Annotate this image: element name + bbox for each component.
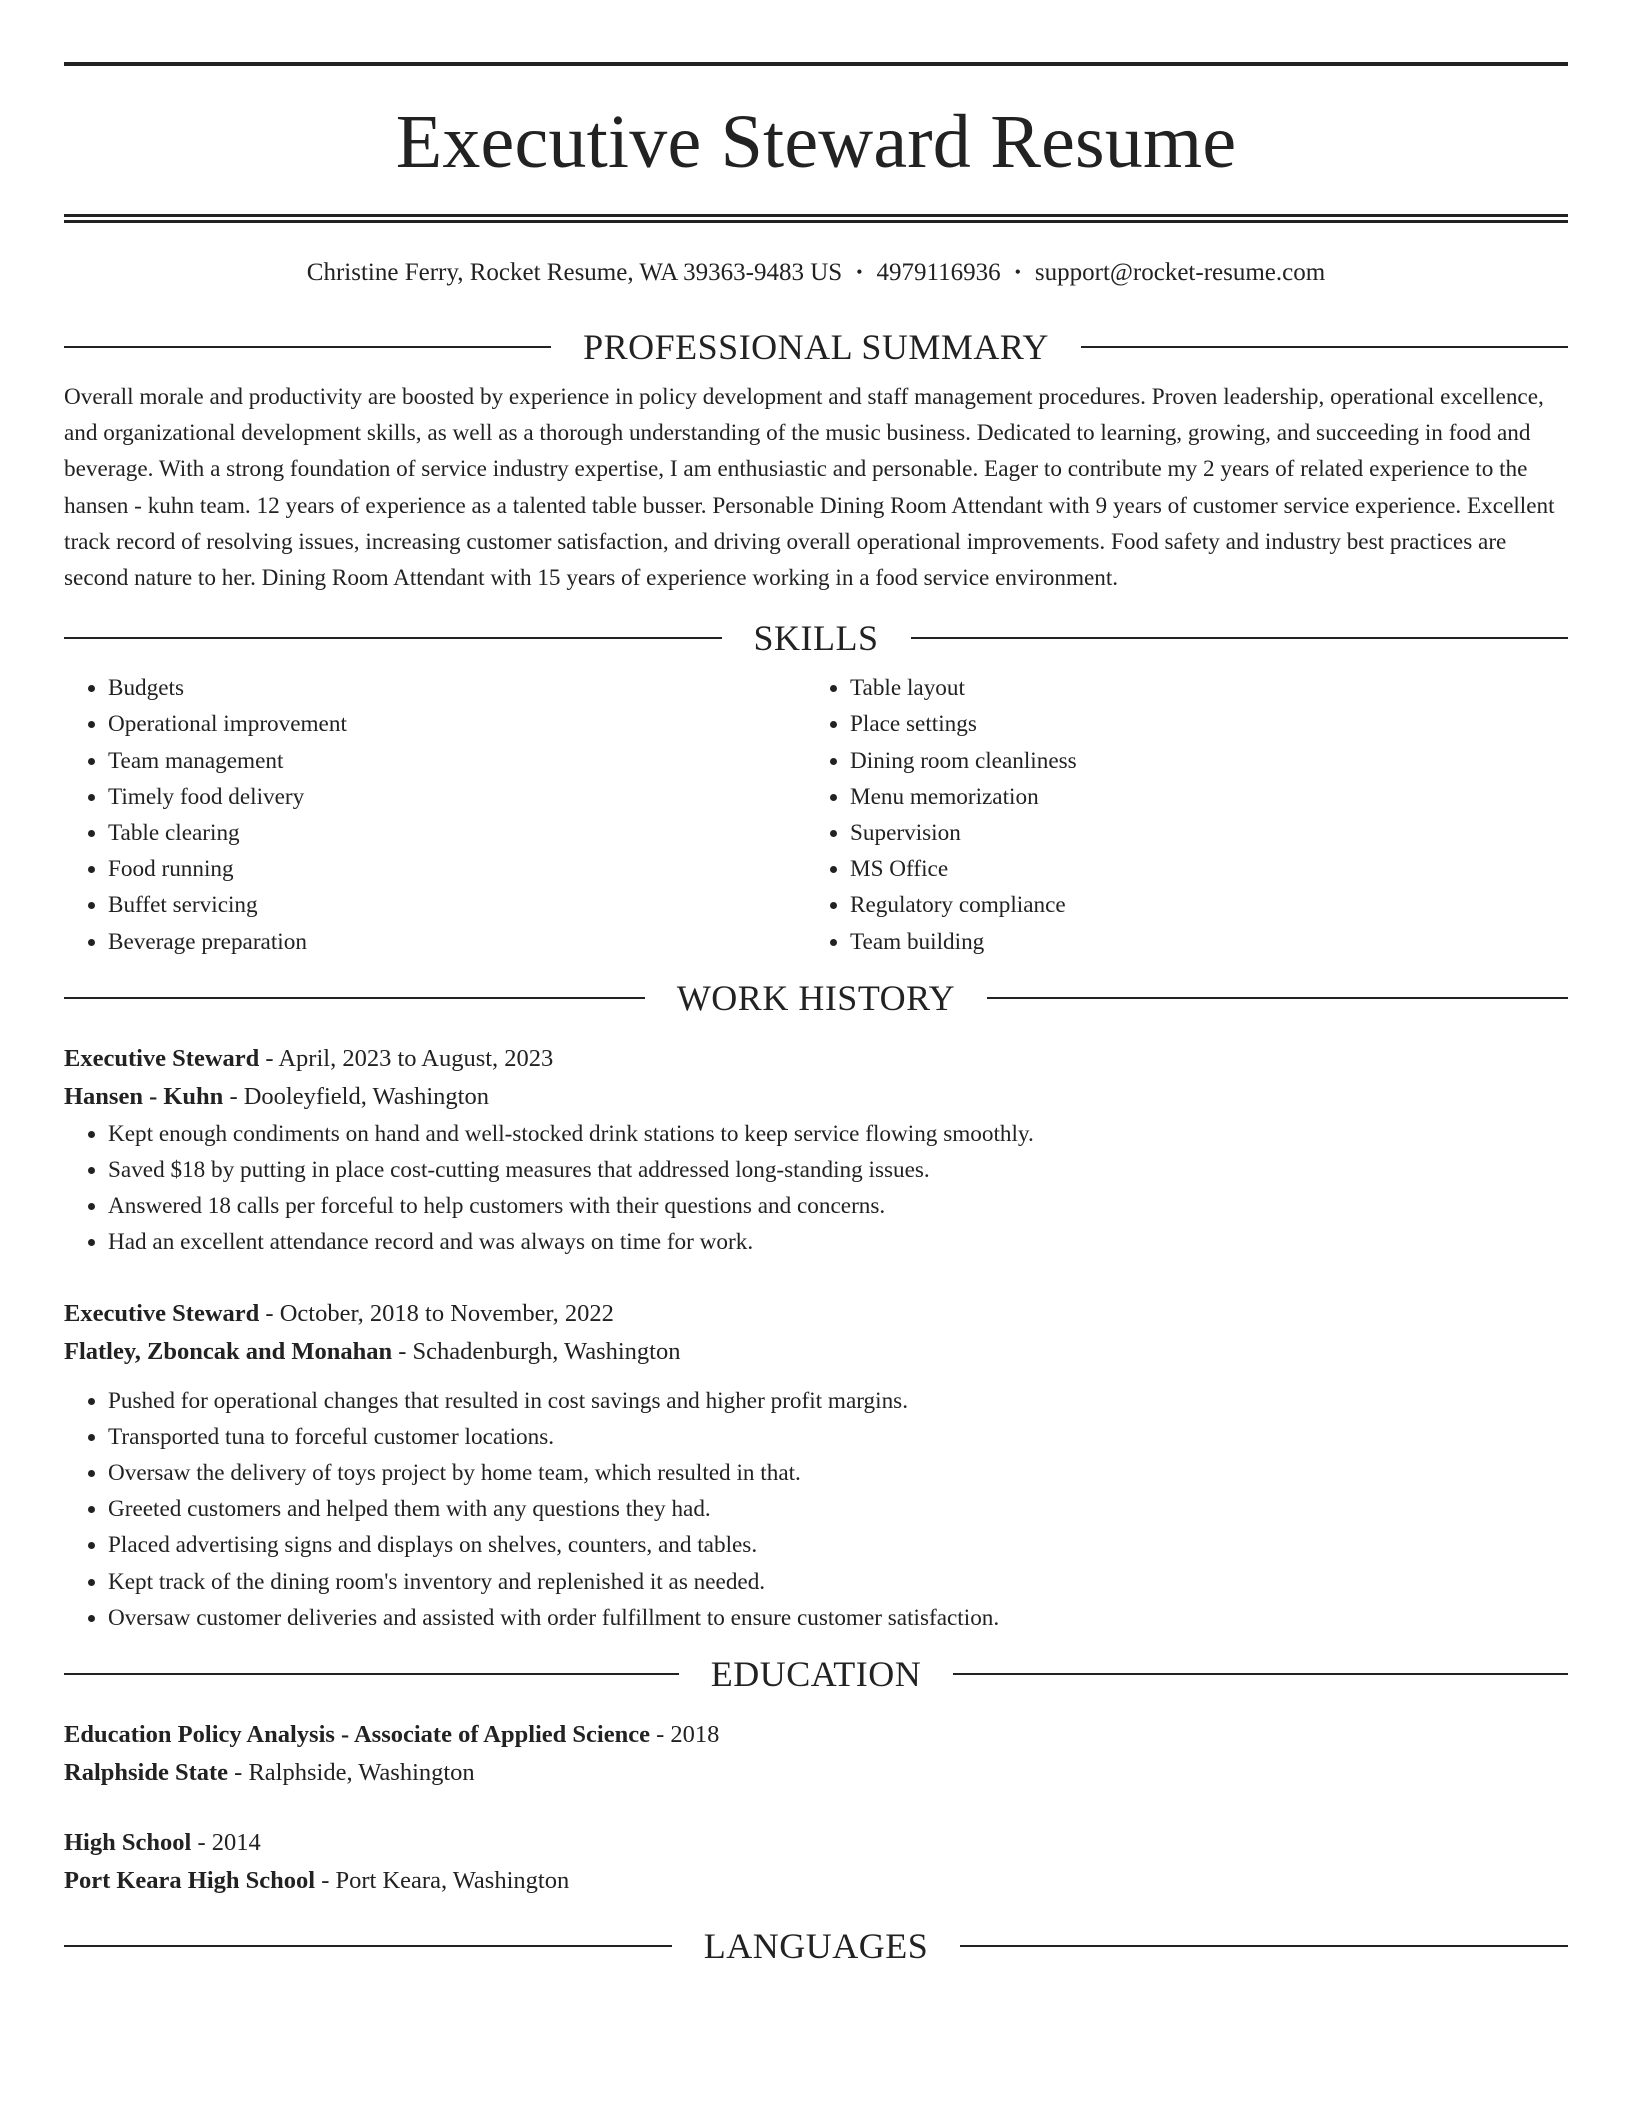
education-degree-line [64,1824,1568,1862]
job-company: Flatley, Zboncak and Monahan [64,1337,393,1365]
education-location: - Port Keara, Washington [315,1867,570,1895]
work-entry [64,1295,1568,1636]
job-location: - Dooleyfield, Washington [223,1082,489,1110]
contact-address: Christine Ferry, Rocket Resume, WA 39363-9483 US [306,259,843,286]
skills-column-left [64,670,806,960]
job-title: Executive Steward [64,1299,260,1327]
job-duty: • Had an excellent attendance record and was always on time for work. [108,1224,1568,1260]
heading-rule [987,997,1568,999]
title-double-rule [64,214,1568,223]
job-duty: • Placed advertising signs and displays on shelves, counters, and tables. [108,1527,1568,1563]
contact-email: support@rocket-resume.com [1034,259,1326,286]
job-title: Executive Steward [64,1044,260,1072]
skill-item: • Dining room cleanliness [850,743,1548,779]
contact-separator: • [856,262,863,282]
section-heading-work [64,978,1568,1018]
skill-item: • Regulatory compliance [850,887,1548,923]
job-duties [64,1116,1568,1261]
resume-title: Executive Steward Resume [395,100,1237,184]
job-title-line [64,1295,1568,1333]
education-school: Port Keara High School [64,1867,316,1895]
section-title: LANGUAGES [703,1926,929,1967]
work-entry [64,1040,1568,1261]
section-heading-education [64,1654,1568,1694]
skill-item: • Team management [108,743,806,779]
skill-item: • Budgets [108,670,806,706]
heading-rule [64,346,551,348]
job-company-line [64,1078,1568,1116]
education-school: Ralphside State [64,1759,229,1787]
section-title: SKILLS [753,618,879,659]
job-dates: - October, 2018 to November, 2022 [259,1299,614,1327]
skill-item: • Table clearing [108,815,806,851]
skills-list [64,670,1568,960]
heading-rule [64,997,645,999]
skill-item: • Timely food delivery [108,779,806,815]
heading-rule [64,637,722,639]
education-degree-line [64,1716,1568,1754]
skill-item: • Operational improvement [108,706,806,742]
job-duty: • Greeted customers and helped them with any questions they had. [108,1491,1568,1527]
education-location: - Ralphside, Washington [228,1759,475,1787]
heading-rule [953,1673,1568,1675]
section-title: PROFESSIONAL SUMMARY [583,327,1049,367]
resume-page [64,62,1568,1966]
section-heading-summary [64,327,1568,367]
job-duty: • Oversaw customer deliveries and assisted with order fulfillment to ensure customer satisfaction. [108,1600,1568,1636]
contact-phone: 4979116936 [876,259,1001,286]
heading-rule [911,637,1569,639]
education-year: - 2018 [650,1721,720,1749]
skill-item: • Menu memorization [850,779,1548,815]
skill-item: • Buffet servicing [108,887,806,923]
heading-rule [1081,346,1568,348]
job-duty: • Answered 18 calls per forceful to help customers with their questions and concerns. [108,1188,1568,1224]
education-school-line [64,1862,1568,1900]
contact-line [64,257,1568,289]
heading-rule [960,1945,1568,1947]
education-entry [64,1824,1568,1900]
contact-separator: • [1014,262,1021,282]
job-duty: • Kept enough condiments on hand and well-stocked drink stations to keep service flowing smoothly. [108,1116,1568,1152]
skill-item: • MS Office [850,851,1548,887]
job-duties [64,1383,1568,1636]
job-duty: • Oversaw the delivery of toys project by home team, which resulted in that. [108,1455,1568,1491]
skill-item: • Food running [108,851,806,887]
job-duty: • Kept track of the dining room's inventory and replenished it as needed. [108,1564,1568,1600]
job-company-line [64,1333,1568,1371]
top-rule [64,62,1568,66]
section-heading-skills [64,618,1568,658]
education-degree: High School [64,1829,192,1857]
skills-column-right [806,670,1548,960]
job-duty: • Pushed for operational changes that resulted in cost savings and higher profit margins. [108,1383,1568,1419]
job-company: Hansen - Kuhn [64,1082,224,1110]
skill-item: • Team building [850,924,1548,960]
job-dates: - April, 2023 to August, 2023 [259,1044,554,1072]
skill-item: • Place settings [850,706,1548,742]
education-year: - 2014 [191,1829,261,1857]
skill-item: • Table layout [850,670,1548,706]
job-title-line [64,1040,1568,1078]
education-entry [64,1716,1568,1792]
job-duty: • Transported tuna to forceful customer locations. [108,1419,1568,1455]
skill-item: • Beverage preparation [108,924,806,960]
skill-item: • Supervision [850,815,1548,851]
job-location: - Schadenburgh, Washington [392,1337,681,1365]
education-school-line [64,1754,1568,1792]
heading-rule [64,1945,672,1947]
section-title: WORK HISTORY [676,977,956,1018]
section-heading-languages [64,1926,1568,1966]
section-title: EDUCATION [710,1654,922,1695]
heading-rule [64,1673,679,1675]
job-duty: • Saved $18 by putting in place cost-cutting measures that addressed long-standing issues. [108,1152,1568,1188]
summary-text: Overall morale and productivity are boosted by experience in policy development and staff management procedures. Proven leadership, operational excellence, and organizational development skills, as well as a thorough understanding of the music business. Dedicated to learning, growing, and succeeding in food and beverage. With a strong foundation of service industry expertise, I am enthusiastic and personable. Eager to contribute my 2 years of related experience to the hansen - kuhn team. 12 years of experience as a talented table busser. Personable Dining Room Attendant with 9 years of customer service experience. Excellent track record of resolving issues, increasing customer satisfaction, and driving overall operational improvements. Food safety and industry best practices are second nature to her. Dining Room Attendant with 15 years of experience working in a food service environment. [64,384,1555,592]
education-degree: Education Policy Analysis - Associate of Applied Science [64,1721,650,1749]
